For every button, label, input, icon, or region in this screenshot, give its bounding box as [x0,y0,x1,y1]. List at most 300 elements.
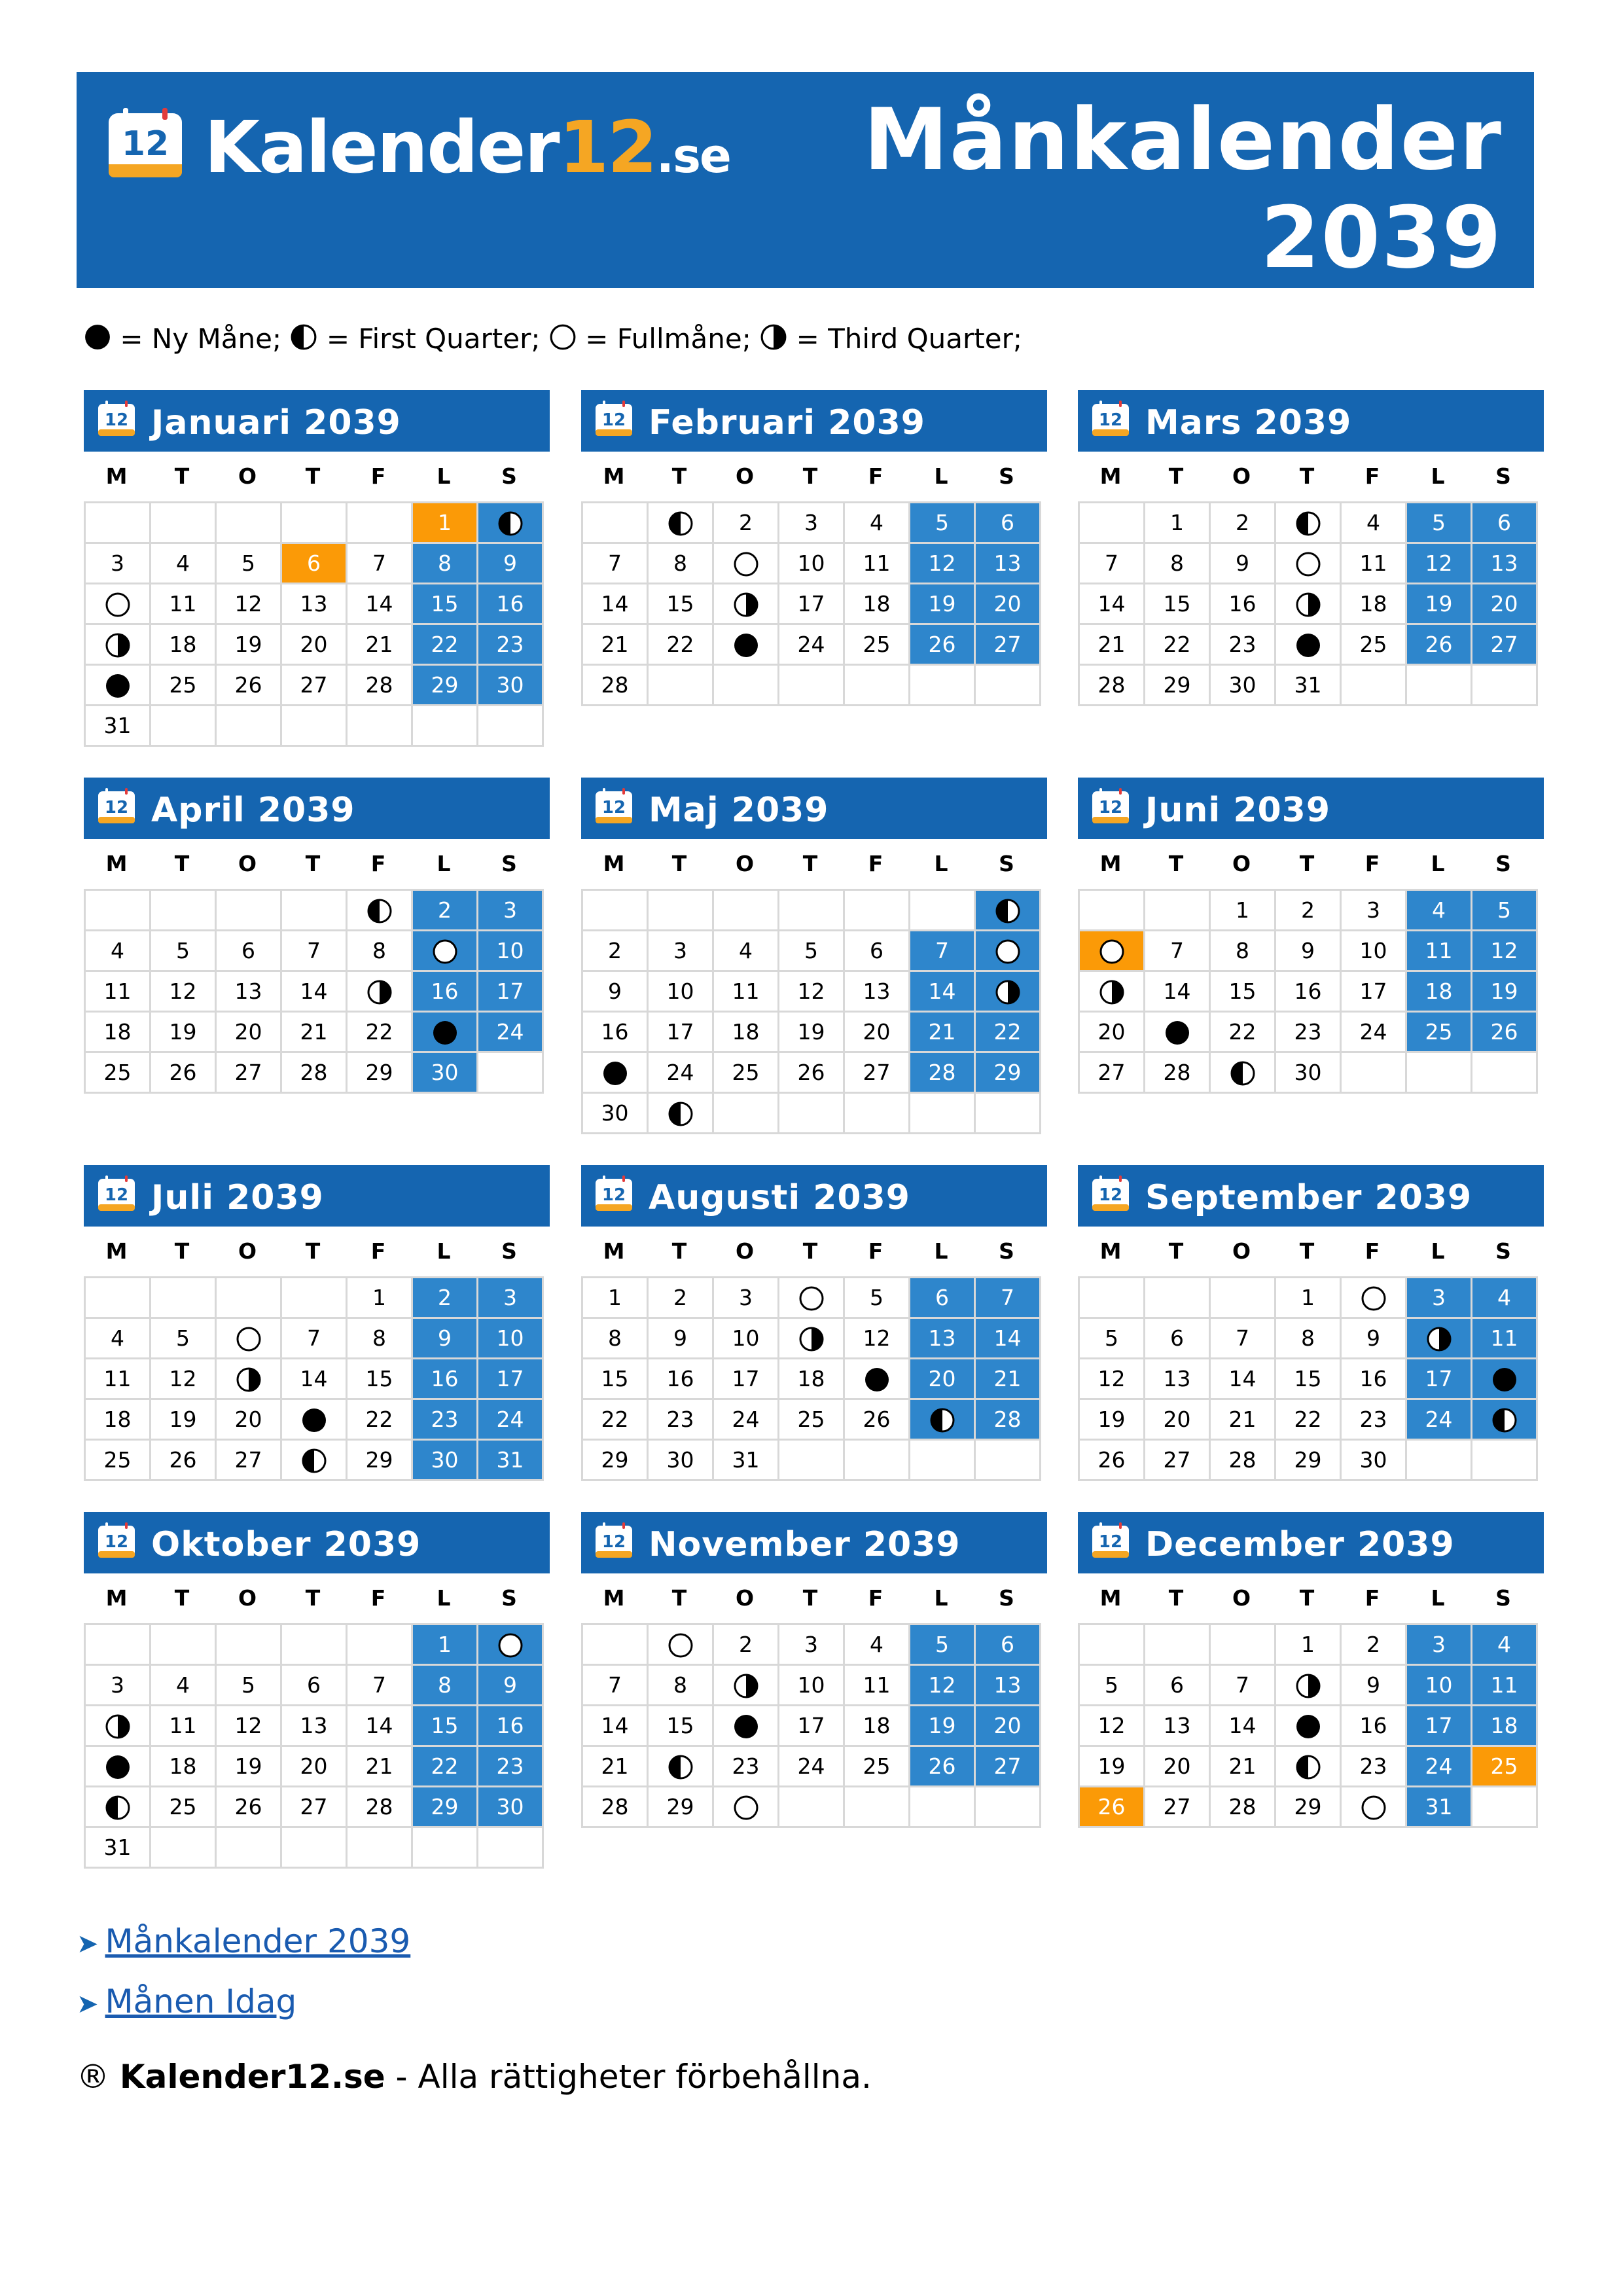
day-cell: 5 [910,503,976,544]
empty-cell [976,666,1041,706]
day-cell: 3 [478,891,544,931]
day-cell: 4 [845,1625,910,1666]
calendar-icon [97,1175,136,1212]
day-cell [217,1319,282,1359]
day-cell: 10 [1407,1666,1472,1706]
day-cell: 28 [348,1787,413,1828]
day-cell [714,625,779,666]
day-grid [581,501,1041,706]
day-cell: 3 [714,1278,779,1319]
day-cell: 7 [282,931,348,972]
day-cell: 20 [976,584,1041,625]
third-quarter-icon [1099,979,1125,1005]
day-cell: 26 [1472,1013,1538,1053]
logo-prefix: Kalender [204,105,559,189]
day-cell: 26 [217,666,282,706]
empty-cell [779,666,845,706]
month-name: September 2039 [1145,1178,1472,1217]
day-cell: 23 [478,1747,544,1787]
day-cell: 24 [1407,1747,1472,1787]
day-cell: 14 [1080,584,1145,625]
weekday-label: L [934,851,948,876]
day-cell: 11 [86,972,151,1013]
day-cell: 4 [1342,503,1407,544]
day-cell: 17 [1407,1706,1472,1747]
month-name: Februari 2039 [649,403,925,442]
day-cell: 29 [413,1787,478,1828]
empty-cell [478,706,544,747]
empty-cell [976,1787,1041,1828]
weekday-label: L [1431,1238,1445,1264]
full-moon-icon [1099,939,1125,965]
day-cell: 4 [1472,1278,1538,1319]
day-cell: 17 [1342,972,1407,1013]
day-cell: 9 [649,1319,714,1359]
day-cell: 24 [779,1747,845,1787]
weekday-label: T [671,463,687,489]
day-cell: 22 [348,1400,413,1441]
calendar-icon [1091,1175,1130,1212]
weekday-label: O [238,463,257,489]
day-cell: 17 [779,1706,845,1747]
empty-cell [217,891,282,931]
day-cell [282,1400,348,1441]
day-cell: 12 [1407,544,1472,584]
day-cell: 20 [1472,584,1538,625]
day-cell: 2 [413,1278,478,1319]
weekday-label: T [305,851,321,876]
day-cell: 20 [976,1706,1041,1747]
first-quarter-icon [290,323,317,351]
day-cell: 18 [86,1400,151,1441]
empty-cell [779,1441,845,1481]
logo-wordmark[interactable] [204,105,730,198]
day-cell: 7 [1080,544,1145,584]
day-cell: 21 [282,1013,348,1053]
day-cell: 20 [1080,1013,1145,1053]
day-cell [86,1747,151,1787]
day-cell: 29 [413,666,478,706]
weekday-label: S [999,1585,1014,1611]
day-cell: 5 [1472,891,1538,931]
day-cell: 11 [845,1666,910,1706]
day-cell: 2 [714,1625,779,1666]
day-cell: 3 [1407,1278,1472,1319]
first-quarter-icon [668,1754,694,1780]
day-cell: 2 [1211,503,1276,544]
day-cell: 23 [478,625,544,666]
day-cell: 3 [649,931,714,972]
day-cell: 14 [282,1359,348,1400]
day-cell: 9 [478,544,544,584]
weekday-label: T [671,1238,687,1264]
day-cell: 29 [976,1053,1041,1094]
day-cell: 5 [151,1319,217,1359]
empty-cell [1080,1278,1145,1319]
day-cell: 15 [649,584,714,625]
empty-cell [714,1094,779,1134]
empty-cell [151,1278,217,1319]
day-cell: 28 [976,1400,1041,1441]
day-cell: 9 [413,1319,478,1359]
day-cell [1472,1400,1538,1441]
day-cell: 19 [1407,584,1472,625]
day-cell: 4 [714,931,779,972]
day-cell: 14 [976,1319,1041,1359]
full-moon-icon [105,592,131,618]
month-calendar [84,778,550,1094]
day-cell: 21 [910,1013,976,1053]
calendar-icon [1091,401,1130,437]
empty-cell [151,1828,217,1869]
empty-cell [779,1094,845,1134]
first-quarter-icon [1491,1407,1518,1433]
weekday-label: M [1099,463,1122,489]
month-calendar [581,778,1047,1134]
weekday-label: L [934,1585,948,1611]
month-header [1078,1512,1544,1573]
related-links [77,1911,410,2032]
empty-cell [282,1828,348,1869]
day-cell: 28 [583,1787,649,1828]
weekday-label: T [1299,463,1315,489]
empty-cell [413,1828,478,1869]
day-cell: 12 [217,584,282,625]
svg-text:12: 12 [601,410,626,430]
first-quarter-icon [1295,511,1321,537]
day-cell: 4 [86,931,151,972]
day-grid [1078,501,1538,706]
day-cell: 21 [348,625,413,666]
weekday-label: S [501,851,517,876]
day-cell [413,1013,478,1053]
calendar-icon [1091,788,1130,825]
weekday-label: O [238,1238,257,1264]
link-row [77,1971,410,2032]
weekday-label: T [305,1238,321,1264]
day-cell [1407,1319,1472,1359]
day-cell: 8 [583,1319,649,1359]
empty-cell [348,503,413,544]
weekday-label: T [671,851,687,876]
day-cell: 30 [583,1094,649,1134]
day-cell: 16 [1211,584,1276,625]
day-cell: 19 [779,1013,845,1053]
day-cell [86,1706,151,1747]
day-grid [581,1623,1041,1828]
empty-cell [282,891,348,931]
day-cell: 14 [282,972,348,1013]
empty-cell [86,1278,151,1319]
registered-symbol: ® [77,2058,109,2096]
day-cell: 24 [779,625,845,666]
day-cell [1211,1053,1276,1094]
first-quarter-icon [929,1407,955,1433]
day-cell: 20 [1145,1400,1211,1441]
new-moon-icon [602,1060,628,1086]
weekday-label: L [437,463,451,489]
day-cell: 21 [1211,1747,1276,1787]
full-moon-icon [668,1632,694,1659]
empty-cell [151,503,217,544]
day-cell: 16 [583,1013,649,1053]
day-cell [282,1441,348,1481]
day-cell: 5 [217,544,282,584]
day-cell: 22 [1276,1400,1342,1441]
weekday-label: T [174,463,190,489]
day-cell: 14 [348,584,413,625]
third-quarter-icon [105,632,131,658]
day-cell: 15 [649,1706,714,1747]
empty-cell [976,1094,1041,1134]
day-cell: 25 [86,1441,151,1481]
day-cell: 5 [217,1666,282,1706]
day-cell: 25 [151,1787,217,1828]
svg-text:12: 12 [104,798,129,817]
day-cell: 20 [217,1400,282,1441]
day-cell: 19 [151,1400,217,1441]
svg-text:12: 12 [601,798,626,817]
day-cell: 14 [1145,972,1211,1013]
legend-first-quarter: = First Quarter; [326,323,541,355]
calendar-icon [594,788,633,825]
weekday-label: S [999,1238,1014,1264]
day-cell: 22 [976,1013,1041,1053]
day-cell [779,1278,845,1319]
weekday-header-row [1078,1573,1544,1623]
day-cell: 25 [845,625,910,666]
weekday-label: M [603,1585,625,1611]
day-cell: 5 [910,1625,976,1666]
full-moon-icon [236,1326,262,1352]
day-cell: 9 [1342,1666,1407,1706]
day-cell: 8 [413,1666,478,1706]
day-cell: 18 [779,1359,845,1400]
weekday-label: M [105,463,128,489]
day-cell: 2 [714,503,779,544]
third-quarter-icon [995,979,1021,1005]
weekday-label: O [735,851,755,876]
third-quarter-icon [1295,1673,1321,1699]
weekday-label: M [105,851,128,876]
day-cell [1276,503,1342,544]
day-cell: 1 [348,1278,413,1319]
weekday-label: S [501,463,517,489]
day-cell: 3 [779,503,845,544]
day-cell: 18 [714,1013,779,1053]
link-moon-calendar[interactable]: Månkalender 2039 [105,1922,411,1960]
day-cell: 12 [1080,1706,1145,1747]
weekday-label: F [1364,463,1380,489]
link-row [77,1911,410,1971]
day-cell [714,1787,779,1828]
month-name: Juli 2039 [151,1178,324,1217]
day-grid [84,889,544,1094]
month-header [1078,1165,1544,1227]
day-cell: 27 [282,666,348,706]
empty-cell [649,891,714,931]
empty-cell [151,1625,217,1666]
day-cell: 27 [976,625,1041,666]
day-cell: 30 [413,1441,478,1481]
day-cell: 13 [976,544,1041,584]
new-moon-icon [733,1713,759,1740]
day-cell: 1 [413,503,478,544]
empty-cell [779,891,845,931]
weekday-label: F [1364,851,1380,876]
day-cell [1276,625,1342,666]
day-cell: 8 [1211,931,1276,972]
day-cell: 14 [1211,1706,1276,1747]
third-quarter-icon [105,1713,131,1740]
weekday-label: T [1168,1238,1184,1264]
full-moon-icon [733,1795,759,1821]
day-cell: 5 [1407,503,1472,544]
weekday-label: O [1232,1238,1251,1264]
month-header [581,390,1047,452]
day-cell: 23 [714,1747,779,1787]
empty-cell [151,891,217,931]
empty-cell [779,1787,845,1828]
day-cell: 17 [649,1013,714,1053]
day-cell [845,1359,910,1400]
day-cell: 17 [1407,1359,1472,1400]
day-cell: 12 [910,544,976,584]
weekday-label: F [868,1585,883,1611]
weekday-label: T [1168,851,1184,876]
day-cell: 19 [217,625,282,666]
day-cell: 15 [413,584,478,625]
weekday-label: M [1099,1585,1122,1611]
day-cell [1080,972,1145,1013]
day-cell: 2 [1342,1625,1407,1666]
day-cell: 29 [348,1441,413,1481]
day-cell: 16 [1342,1359,1407,1400]
day-cell: 3 [1407,1625,1472,1666]
empty-cell [348,1828,413,1869]
day-cell: 12 [217,1706,282,1747]
day-cell: 16 [1276,972,1342,1013]
day-cell: 16 [413,972,478,1013]
weekday-label: M [1099,851,1122,876]
day-cell: 30 [478,666,544,706]
day-cell: 7 [583,544,649,584]
legend-new-moon: = Ny Måne; [120,323,282,355]
day-cell: 21 [1211,1400,1276,1441]
weekday-label: T [1299,1585,1315,1611]
day-cell: 28 [583,666,649,706]
full-moon-icon [549,323,577,351]
day-cell: 25 [714,1053,779,1094]
day-cell: 11 [86,1359,151,1400]
day-cell: 3 [1342,891,1407,931]
empty-cell [1472,666,1538,706]
day-cell: 31 [86,1828,151,1869]
day-cell: 21 [583,625,649,666]
month-calendar [581,1512,1047,1828]
third-quarter-icon [760,323,787,351]
day-cell: 15 [1145,584,1211,625]
day-cell: 20 [1145,1747,1211,1787]
day-cell: 10 [779,1666,845,1706]
day-grid [581,1276,1041,1481]
first-quarter-icon [668,511,694,537]
weekday-label: O [1232,463,1251,489]
link-moon-today[interactable]: Månen Idag [105,1982,297,2020]
first-quarter-icon [497,511,524,537]
empty-cell [845,1441,910,1481]
month-name: April 2039 [151,791,355,830]
day-cell: 11 [1342,544,1407,584]
empty-cell [348,1625,413,1666]
weekday-label: S [1495,463,1511,489]
day-cell: 5 [845,1278,910,1319]
month-name: Mars 2039 [1145,403,1352,442]
day-cell: 26 [151,1053,217,1094]
day-cell: 26 [910,1747,976,1787]
empty-cell [86,503,151,544]
day-cell [478,1625,544,1666]
day-cell: 16 [649,1359,714,1400]
empty-cell [1407,1053,1472,1094]
weekday-label: S [501,1585,517,1611]
weekday-label: L [934,1238,948,1264]
calendar-logo-icon[interactable] [106,108,185,180]
empty-cell [910,891,976,931]
month-header [84,1165,550,1227]
weekday-label: O [1232,1585,1251,1611]
day-cell: 26 [217,1787,282,1828]
day-cell [348,891,413,931]
day-cell: 29 [649,1787,714,1828]
calendar-icon [594,1522,633,1559]
day-cell: 7 [282,1319,348,1359]
day-cell: 13 [910,1319,976,1359]
day-cell: 30 [413,1053,478,1094]
day-cell: 25 [1342,625,1407,666]
day-cell: 23 [1342,1400,1407,1441]
day-cell: 25 [779,1400,845,1441]
day-cell: 23 [1211,625,1276,666]
month-name: Januari 2039 [151,403,401,442]
day-cell: 15 [583,1359,649,1400]
new-moon-icon [105,1754,131,1780]
day-cell: 25 [86,1053,151,1094]
weekday-label: T [305,1585,321,1611]
month-name: Maj 2039 [649,791,829,830]
day-cell: 9 [1211,544,1276,584]
empty-cell [583,503,649,544]
calendar-icon [594,401,633,437]
day-cell: 26 [779,1053,845,1094]
empty-cell [845,1094,910,1134]
day-grid [1078,1276,1538,1481]
svg-text:12: 12 [601,1532,626,1552]
day-cell: 8 [413,544,478,584]
svg-text:12: 12 [104,1532,129,1552]
full-moon-icon [1361,1285,1387,1312]
third-quarter-icon [1295,592,1321,618]
day-cell: 23 [1342,1747,1407,1787]
weekday-label: M [105,1585,128,1611]
day-cell: 26 [1080,1441,1145,1481]
empty-cell [86,1625,151,1666]
day-cell: 21 [1080,625,1145,666]
day-cell [910,1400,976,1441]
page-title [864,90,1503,287]
weekday-label: T [802,851,818,876]
day-cell: 10 [649,972,714,1013]
